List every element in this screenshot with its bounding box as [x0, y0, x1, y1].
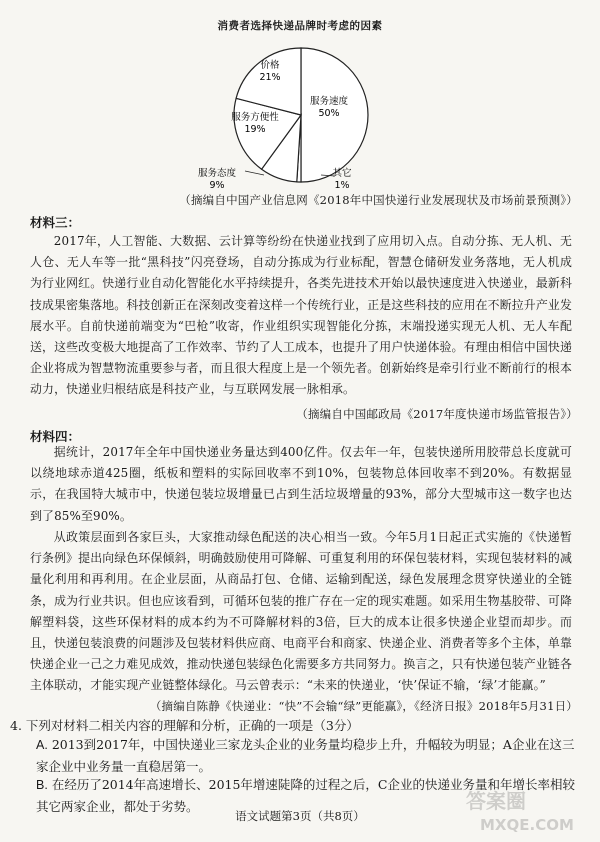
chart-title: 消费者选择快递品牌时考虑的因素 [217, 20, 383, 32]
slice-value-label-4: 21% [259, 72, 281, 83]
option-b-text: 在经历了2014年高速增长、2015年增速陡降的过程之后，C企业的快递业务量和年增长率相较其它两家企业，都处于劣势。 [36, 777, 576, 814]
question-stem: 4. 下列对材料二相关内容的理解和分析，正确的一项是（3分） [10, 718, 359, 733]
slice-category-label-4: 价格 [260, 60, 280, 71]
watermark-logo [460, 784, 590, 836]
slice-category-label-3: 服务方便性 [231, 112, 279, 123]
material4-heading: 材料四： [30, 429, 81, 444]
leader-line-2 [245, 171, 264, 175]
slice-value-label-2: 9% [209, 180, 225, 191]
slice-category-label-0: 服务速度 [309, 96, 349, 107]
material4-source: （摘编自陈静《快递业：“快”不会输“绿”更能赢》，《经济日报》2018年5月31日） [149, 699, 578, 713]
material3-heading: 材料三： [30, 215, 81, 230]
svg-text:MXQE.COM: MXQE.COM [480, 816, 574, 834]
option-a[interactable] [36, 734, 576, 777]
page-footer: 语文试题第3页（共8页） [235, 809, 365, 823]
slice-category-label-2: 服务态度 [197, 168, 237, 179]
option-b-label: B. [36, 778, 48, 792]
pie-chart [0, 8, 600, 196]
chart-source: （摘编自中国产业信息网《2018年中国快递行业发展现状及市场前景预测》） [179, 193, 578, 207]
material3-paragraph: 2017年，人工智能、大数据、云计算等纷纷在快递业找到了应用切入点。自动分拣、无人机、无人仓、无人车等一批“黑科技”闪亮登场，自动分拣成为行业标配，智慧仓储研发业务落地，无人机成为行业网红。快递行业自动化智能化水平持续提升，各类先进技术开始以最快速度进入快递业，最新科技成果密集落地。科技创新正在深刻改变着这样一个传统行业，正是这些科技的应用在不断拉升产业发展水平。自前快递前端变为“巴枪”收寄，作业组织实现智能化分拣，末端投递实现无人机、无人车配送，这些改变极大地提高了工作效率、节约了人工成本，也提升了用户快递体验。有理由相信中国快递企业将成为智慧物流重要参与者，而且很大程度上是一个领先者。创新始终是牵引行业不断前行的根本动力，快递业归根结底是科技产业，与互联网发展一脉相承。 [30, 234, 572, 397]
material3-source: （摘编自中国邮政局《2017年度快递市场监管报告》） [296, 407, 578, 421]
svg-text:答案圈: 答案圈 [466, 789, 526, 813]
option-a-label: A. [36, 738, 48, 752]
slice-value-label-0: 50% [318, 108, 340, 119]
slice-value-label-3: 19% [244, 124, 266, 135]
option-a-text: 2013到2017年，中国快递业三家龙头企业的业务量均稳步上升，升幅较为明显；A企业在这三家企业中业务量一直稳居第一。 [36, 737, 575, 774]
slice-category-label-1: 其它 [332, 168, 352, 179]
material4-paragraph-1: 据统计，2017年全年中国快递业务量达到400亿件。仅去年一年，包装快递所用胶带总长度就可以绕地球赤道425圈，纸板和塑料的实际回收率不到10%，包装物总体回收率不到20%。有数据显示，在我国特大城市中，快递包装垃圾增量已占到生活垃圾增量的93%，部分大型城市这一数字也达到了85%至90%。 [30, 445, 572, 523]
pie-chart-svg [0, 8, 600, 196]
material4-paragraph-2: 从政策层面到各家巨头，大家推动绿色配送的决心相当一致。今年5月1日起正式实施的《快递暂行条例》提出向绿色环保倾斜，明确鼓励使用可降解、可重复利用的环保包装材料，实现包装材料的减量化利用和再利用。在企业层面，从商品打包、仓储、运输到配送，绿色发展理念贯穿快递业的全链条，成为行业共识。但也应该看到，可循环包装的推广存在一定的现实难题。如采用生物基胶带、可降解塑料袋，这些环保材料的成本约为不可降解材料的3倍，巨大的成本让很多快递企业望而却步。而且，快递包装浪费的问题涉及包装材料供应商、电商平台和商家、快递企业、消费者等多个主体，单靠快递企业一己之力难见成效，推动快递包装绿色化需要多方共同努力。换言之，只有快递包装产业链各主体联动，才能实现产业链整体绿化。马云曾表示：“未来的快递业，‘快’保证不输，‘绿’才能赢。” [30, 530, 572, 693]
slice-value-label-1: 1% [334, 180, 350, 191]
